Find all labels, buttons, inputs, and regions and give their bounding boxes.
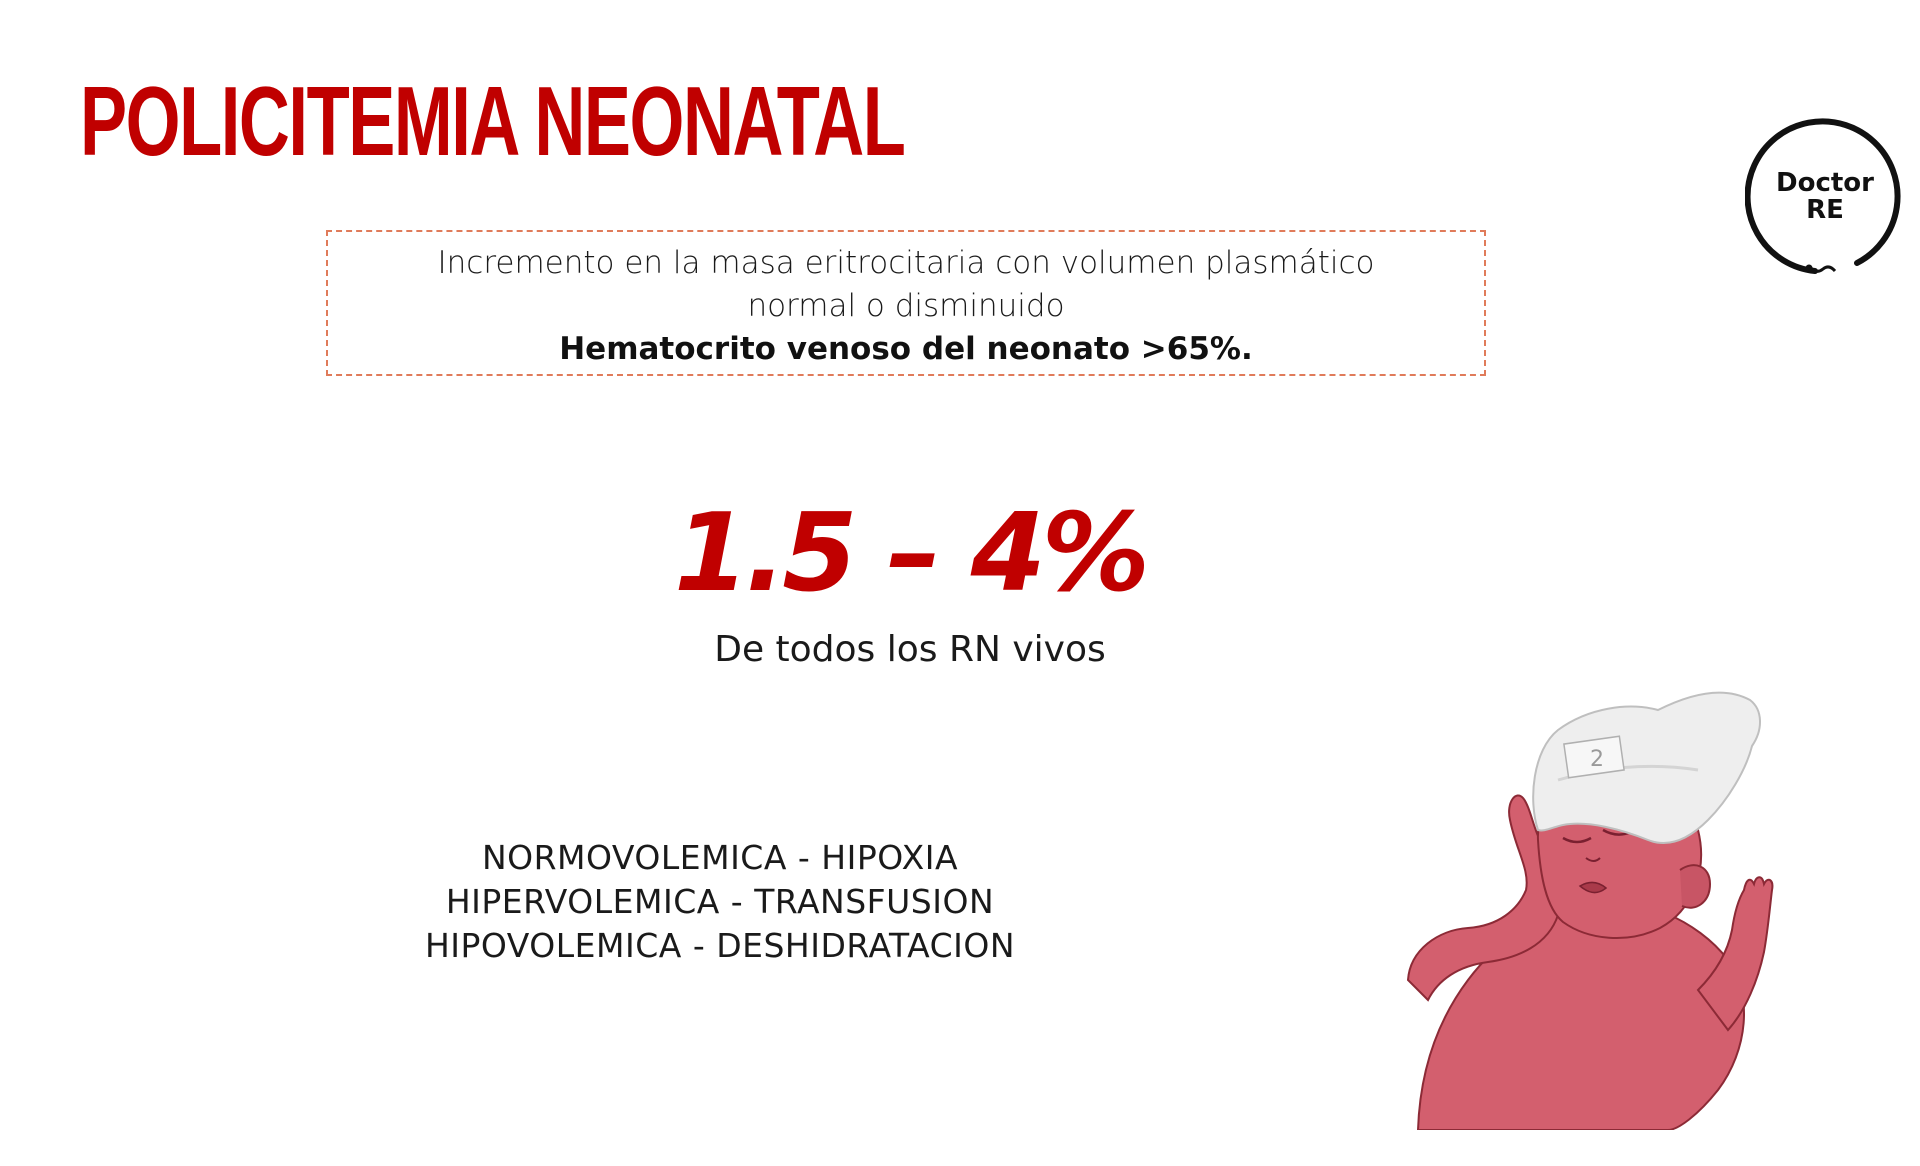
- types-list: [360, 836, 1080, 968]
- newborn-baby-illustration: [1398, 690, 1818, 1130]
- definition-line-2: normal o disminuido: [747, 288, 1065, 324]
- logo-text: [1745, 170, 1905, 224]
- definition-emphasis: Hematocrito venoso del neonato >65%.: [559, 331, 1253, 367]
- type-item: HIPOVOLEMICA - DESHIDRATACION: [424, 926, 1016, 965]
- definition-line-1: Incremento en la masa eritrocitaria con volumen plasmático: [437, 245, 1375, 281]
- type-item: NORMOVOLEMICA - HIPOXIA: [481, 838, 959, 877]
- slide-title: POLICITEMIA NEONATAL: [80, 66, 905, 176]
- incidence-value: 1.5 – 4%: [674, 491, 1146, 616]
- logo-line-1: Doctor: [1776, 168, 1874, 198]
- logo-line-2: RE: [1806, 195, 1844, 225]
- baby-ear: [1680, 865, 1710, 908]
- type-item: HIPERVOLEMICA - TRANSFUSION: [445, 882, 995, 921]
- incidence-caption: De todos los RN vivos: [714, 629, 1106, 670]
- definition-box: [326, 230, 1486, 376]
- cap-label-text: 2: [1590, 747, 1604, 772]
- doctor-re-logo: [1745, 118, 1905, 278]
